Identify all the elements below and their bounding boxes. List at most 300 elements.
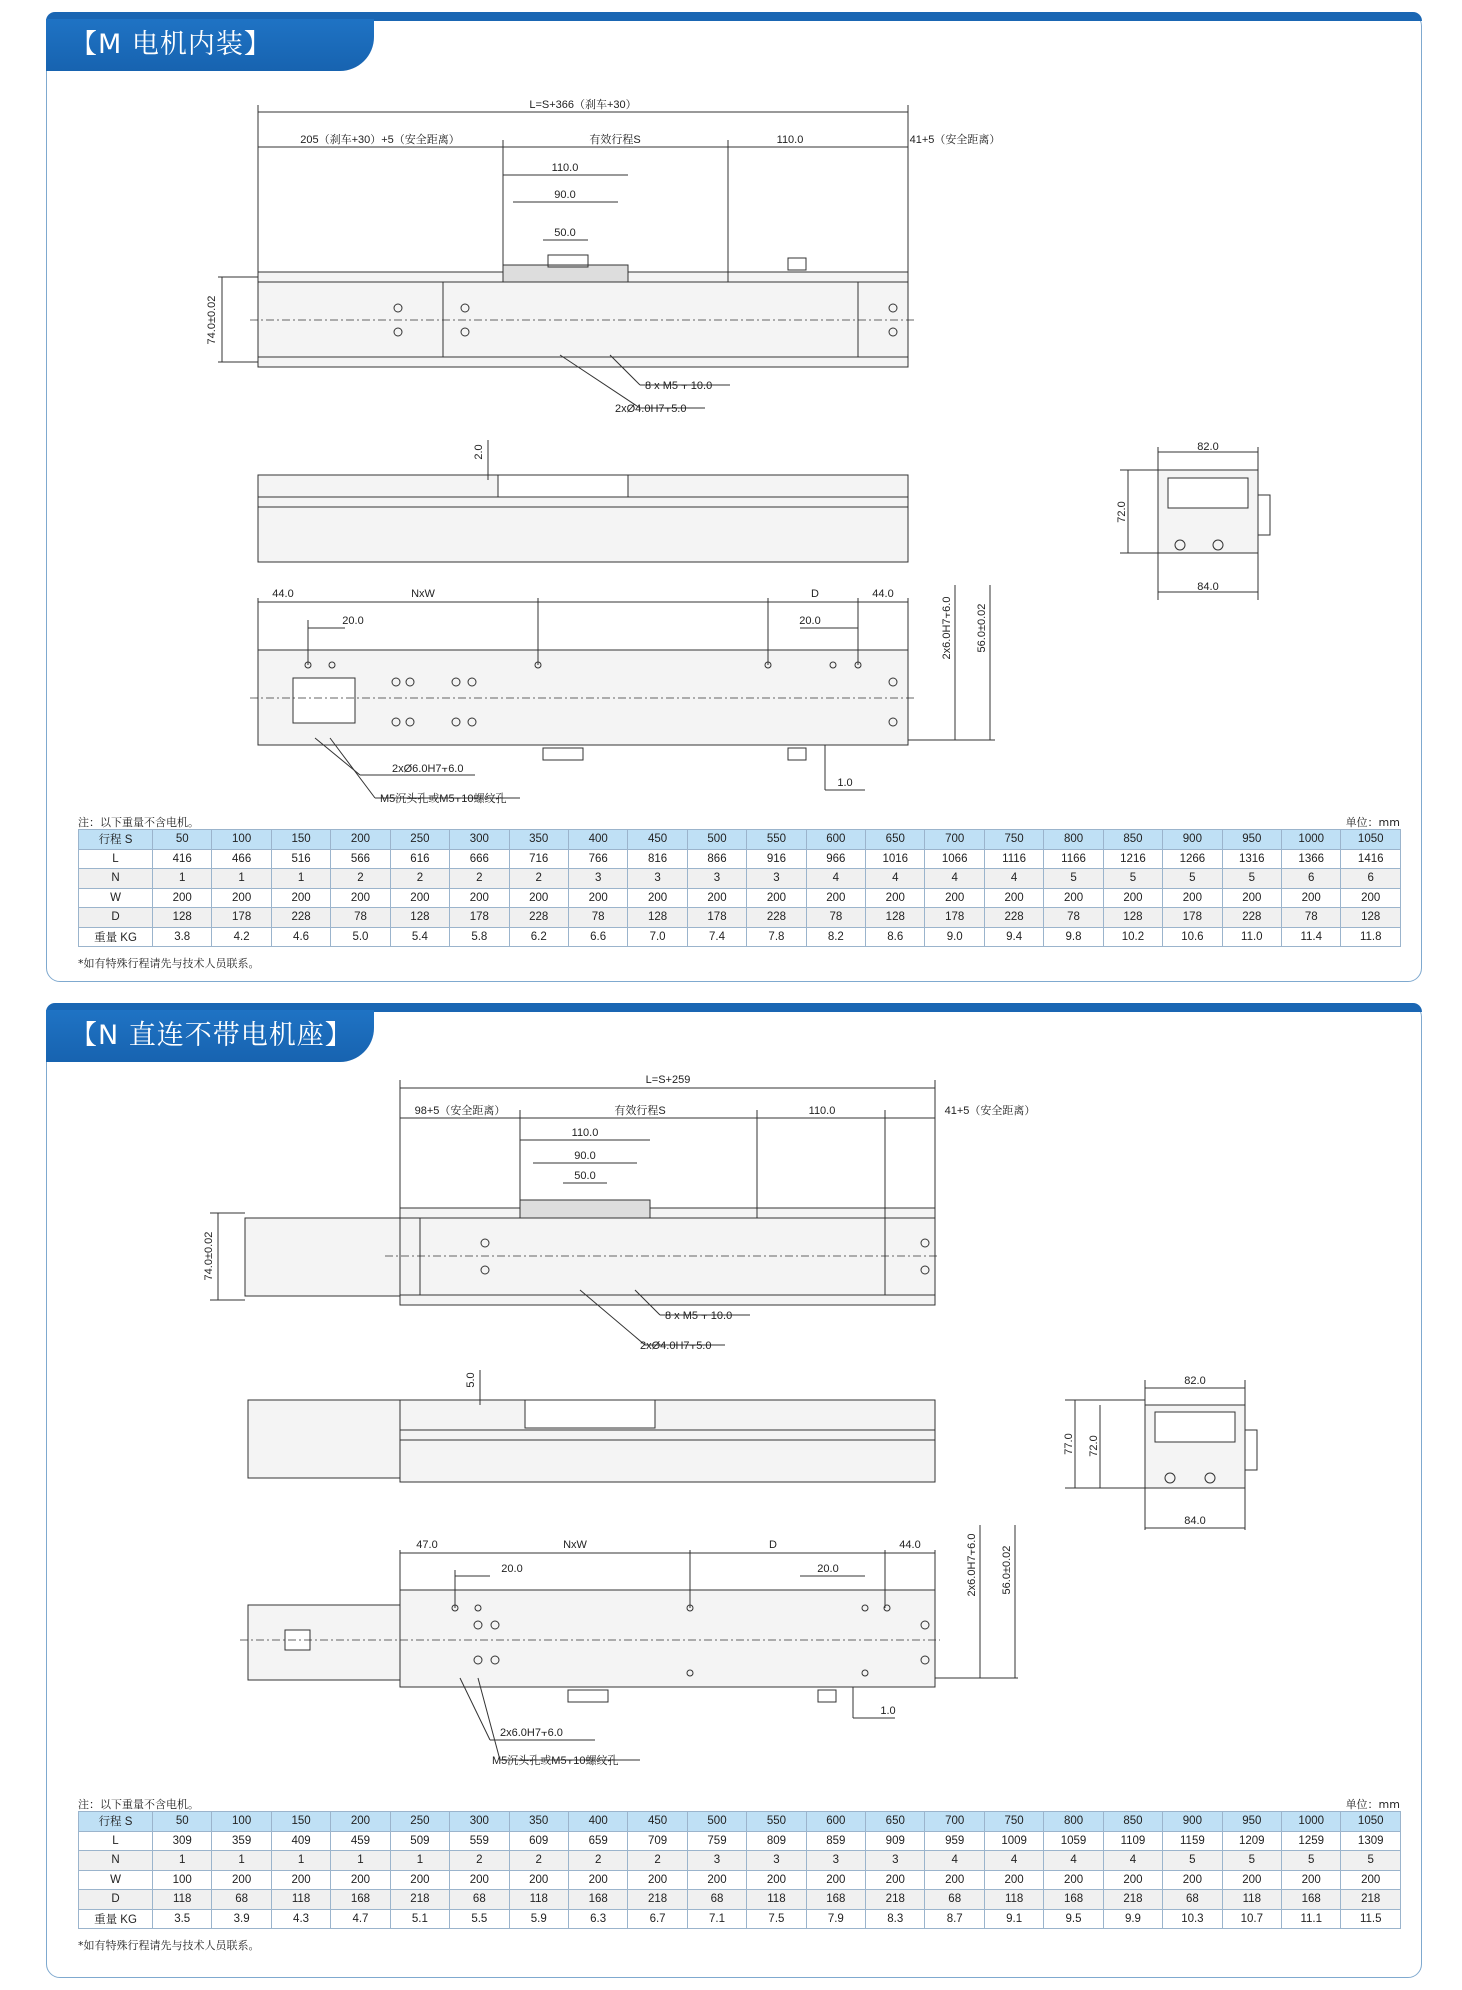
table-cell: 200: [747, 1870, 806, 1890]
table-cell: 800: [1044, 1812, 1103, 1832]
table-cell: 1116: [984, 849, 1043, 869]
table-cell: 416: [153, 849, 212, 869]
table-cell: 228: [1222, 908, 1281, 928]
table-cell: 11.5: [1341, 1909, 1401, 1929]
table-cell: 168: [568, 1890, 627, 1910]
table-cell: 516: [271, 849, 330, 869]
table-cell: 118: [509, 1890, 568, 1910]
dim-110: 110.0: [551, 162, 579, 174]
table-cell: 809: [747, 1831, 806, 1851]
table-cell: 200: [450, 1870, 509, 1890]
table-cell: 1266: [1163, 849, 1222, 869]
table-cell: 218: [1341, 1890, 1401, 1910]
table-cell: 600: [806, 830, 865, 850]
bot-1: 1.0: [880, 1705, 896, 1717]
table-cell: 550: [747, 1812, 806, 1832]
table-cell: 228: [509, 908, 568, 928]
table-cell: 178: [687, 908, 746, 928]
bot-pin: 2x6.0H7⫟6.0: [941, 596, 953, 660]
dim-right-block: 110.0: [808, 1105, 836, 1117]
table-cell: 118: [271, 1890, 330, 1910]
section-title: 【M 电机内装】: [46, 19, 374, 71]
table-cell: 1: [212, 1851, 271, 1871]
dim-right-safe: 41+5（安全距离）: [944, 1105, 1036, 1117]
table-cell: 200: [271, 888, 330, 908]
table-cell: 200: [806, 888, 865, 908]
table-cell: 2: [450, 1851, 509, 1871]
holes-pin: 2xØ4.0H7⫟5.0: [640, 1340, 712, 1352]
table-cell: 200: [153, 888, 212, 908]
table-cell: 6.6: [568, 927, 627, 947]
table-cell: 200: [1341, 1870, 1401, 1890]
table-cell: 1: [153, 869, 212, 889]
table-cell: 2: [628, 1851, 687, 1871]
table-cell: 7.8: [747, 927, 806, 947]
table-cell: 950: [1222, 830, 1281, 850]
table-cell: 50: [153, 830, 212, 850]
table-cell: 850: [1103, 830, 1162, 850]
table-cell: 78: [331, 908, 390, 928]
table-cell: 200: [509, 888, 568, 908]
dim-right-safe: 41+5（安全距离）: [909, 134, 1001, 146]
table-cell: 1050: [1341, 830, 1401, 850]
table-cell: 1: [212, 869, 271, 889]
table-cell: 100: [212, 1812, 271, 1832]
table-cell: 759: [687, 1831, 746, 1851]
table-cell: 300: [450, 830, 509, 850]
table-cell: 200: [687, 888, 746, 908]
table-cell: 10.3: [1163, 1909, 1222, 1929]
table-row-label: 重量 KG: [79, 927, 153, 947]
table-cell: 200: [390, 1870, 449, 1890]
table-cell: 450: [628, 1812, 687, 1832]
table-cell: 200: [1103, 1870, 1162, 1890]
table-footnote: *如有特殊行程请先与技术人员联系。: [78, 1939, 260, 1952]
table-cell: 9.5: [1044, 1909, 1103, 1929]
table-cell: 68: [925, 1890, 984, 1910]
table-cell: 68: [687, 1890, 746, 1910]
table-cell: 300: [450, 1812, 509, 1832]
dim-stroke: 有效行程S: [614, 1105, 666, 1117]
table-row: [79, 1909, 1401, 1929]
table-unit: 单位：mm: [1345, 1798, 1400, 1811]
table-cell: 250: [390, 1812, 449, 1832]
table-cell: 218: [390, 1890, 449, 1910]
table-cell: 4: [984, 1851, 1043, 1871]
end-base: 84.0: [1197, 581, 1219, 593]
table-header-row: [79, 1812, 1401, 1832]
table-cell: 1016: [866, 849, 925, 869]
table-cell: 178: [1163, 908, 1222, 928]
table-cell: 168: [806, 1890, 865, 1910]
table-cell: 200: [1163, 888, 1222, 908]
table-cell: 4.3: [271, 1909, 330, 1929]
end-height: 72.0: [1088, 1435, 1100, 1457]
table-cell: 450: [628, 830, 687, 850]
table-cell: 1000: [1282, 1812, 1341, 1832]
table-cell: 68: [212, 1890, 271, 1910]
table-cell: 228: [747, 908, 806, 928]
table-cell: 3: [747, 1851, 806, 1871]
table-cell: 1316: [1222, 849, 1281, 869]
table-cell: 200: [984, 888, 1043, 908]
dim-50: 50.0: [554, 227, 576, 239]
table-cell: 7.9: [806, 1909, 865, 1929]
table-cell: 509: [390, 1831, 449, 1851]
table-cell: 200: [1341, 888, 1401, 908]
table-cell: 359: [212, 1831, 271, 1851]
n-top-view-body: [400, 1208, 935, 1305]
end-height-2: 77.0: [1063, 1433, 1075, 1455]
table-cell: 5.0: [331, 927, 390, 947]
bot-44-right: 44.0: [872, 588, 894, 600]
table-cell: 3: [568, 869, 627, 889]
table-cell: 128: [153, 908, 212, 928]
table-cell: 228: [984, 908, 1043, 928]
table-cell: 200: [450, 888, 509, 908]
table-cell: 5: [1222, 869, 1281, 889]
table-row-label: N: [79, 1851, 153, 1871]
table-cell: 9.1: [984, 1909, 1043, 1929]
table-cell: 1: [390, 1851, 449, 1871]
table-cell: 1166: [1044, 849, 1103, 869]
table-cell: 2: [568, 1851, 627, 1871]
holes-m5: 8 x M5 ⫟ 10.0: [645, 380, 713, 392]
table-cell: 9.4: [984, 927, 1043, 947]
table-cell: 4: [925, 869, 984, 889]
table-row-label: N: [79, 869, 153, 889]
table-cell: 800: [1044, 830, 1103, 850]
callout-pin: 2x6.0H7⫟6.0: [500, 1727, 563, 1739]
table-cell: 200: [568, 888, 627, 908]
table-cell: 200: [628, 1870, 687, 1890]
table-cell: 128: [866, 908, 925, 928]
holes-m5: 8 x M5 ⫟ 10.0: [665, 1310, 733, 1322]
table-cell: 200: [331, 830, 390, 850]
table-cell: 168: [1282, 1890, 1341, 1910]
table-cell: 128: [628, 908, 687, 928]
table-cell: 200: [1163, 1870, 1222, 1890]
table-cell: 4: [984, 869, 1043, 889]
table-cell: 3: [806, 1851, 865, 1871]
table-cell: 11.1: [1282, 1909, 1341, 1929]
table-cell: 200: [747, 888, 806, 908]
table-cell: 2: [331, 869, 390, 889]
table-cell: 4: [866, 869, 925, 889]
table-cell: 1216: [1103, 849, 1162, 869]
bot-20-left: 20.0: [342, 615, 364, 627]
table-cell: 6.2: [509, 927, 568, 947]
bot-20-left: 20.0: [501, 1563, 523, 1575]
table-cell: 350: [509, 1812, 568, 1832]
table-cell: 128: [390, 908, 449, 928]
table-cell: 1: [271, 869, 330, 889]
table-cell: 118: [984, 1890, 1043, 1910]
table-cell: 218: [628, 1890, 687, 1910]
table-cell: 4.7: [331, 1909, 390, 1929]
table-cell: 950: [1222, 1812, 1281, 1832]
table-row-label: 行程 S: [79, 1812, 153, 1832]
dim-height: 74.0±0.02: [206, 295, 218, 345]
dim-left: 205（刹车+30）+5（安全距离）: [300, 134, 460, 146]
bot-44-left: 44.0: [272, 588, 294, 600]
bot-d: D: [811, 588, 819, 600]
table-cell: 1: [331, 1851, 390, 1871]
table-cell: 566: [331, 849, 390, 869]
table-cell: 150: [271, 1812, 330, 1832]
table-cell: 3: [687, 1851, 746, 1871]
table-cell: 7.1: [687, 1909, 746, 1929]
table-cell: 850: [1103, 1812, 1162, 1832]
table-cell: 200: [1282, 1870, 1341, 1890]
table-cell: 11.4: [1282, 927, 1341, 947]
table-cell: 78: [1282, 908, 1341, 928]
table-cell: 750: [984, 830, 1043, 850]
table-cell: 200: [331, 1812, 390, 1832]
table-cell: 4: [1103, 1851, 1162, 1871]
table-cell: 3.8: [153, 927, 212, 947]
table-cell: 8.7: [925, 1909, 984, 1929]
table-row: [79, 1890, 1401, 1910]
table-cell: 200: [1044, 888, 1103, 908]
table-cell: 200: [925, 888, 984, 908]
table-cell: 5.8: [450, 927, 509, 947]
table-cell: 959: [925, 1831, 984, 1851]
callout-m5: M5沉头孔或M5⫟10螺纹孔: [492, 1755, 619, 1767]
table-cell: 200: [925, 1870, 984, 1890]
table-cell: 500: [687, 830, 746, 850]
table-cell: 550: [747, 830, 806, 850]
table-cell: 650: [866, 830, 925, 850]
dim-90: 90.0: [554, 189, 576, 201]
table-cell: 4: [925, 1851, 984, 1871]
bot-20-right: 20.0: [817, 1563, 839, 1575]
end-base: 84.0: [1184, 1515, 1206, 1527]
table-cell: 200: [331, 1870, 390, 1890]
table-note: 注：以下重量不含电机。: [78, 816, 199, 829]
table-cell: 966: [806, 849, 865, 869]
table-cell: 5: [1163, 869, 1222, 889]
table-cell: 5: [1341, 1851, 1401, 1871]
table-cell: 11.0: [1222, 927, 1281, 947]
table-cell: 3.5: [153, 1909, 212, 1929]
table-cell: 309: [153, 1831, 212, 1851]
table-cell: 3: [747, 869, 806, 889]
table-cell: 218: [1103, 1890, 1162, 1910]
bot-20-right: 20.0: [799, 615, 821, 627]
table-cell: 1000: [1282, 830, 1341, 850]
n-side-view-body: [400, 1400, 935, 1482]
table-cell: 50: [153, 1812, 212, 1832]
table-cell: 400: [568, 1812, 627, 1832]
table-cell: 459: [331, 1831, 390, 1851]
table-footnote: *如有特殊行程请先与技术人员联系。: [78, 957, 260, 970]
dim-overall: L=S+259: [645, 1074, 691, 1086]
table-cell: 7.4: [687, 927, 746, 947]
table-cell: 200: [687, 1870, 746, 1890]
table-cell: 118: [153, 1890, 212, 1910]
table-cell: 1: [271, 1851, 330, 1871]
table-cell: 128: [1341, 908, 1401, 928]
table-cell: 200: [568, 1870, 627, 1890]
end-width: 82.0: [1197, 441, 1219, 453]
dim-height: 74.0±0.02: [203, 1231, 215, 1281]
dim-90: 90.0: [574, 1150, 596, 1162]
table-cell: 78: [1044, 908, 1103, 928]
table-cell: 250: [390, 830, 449, 850]
table-cell: 859: [806, 1831, 865, 1851]
table-cell: 100: [212, 830, 271, 850]
table-cell: 650: [866, 1812, 925, 1832]
table-cell: 8.2: [806, 927, 865, 947]
table-row-label: W: [79, 888, 153, 908]
end-width: 82.0: [1184, 1375, 1206, 1387]
table-cell: 200: [509, 1870, 568, 1890]
table-cell: 100: [153, 1870, 212, 1890]
table-cell: 5: [1163, 1851, 1222, 1871]
table-cell: 5: [1282, 1851, 1341, 1871]
table-cell: 866: [687, 849, 746, 869]
table-cell: 5.9: [509, 1909, 568, 1929]
table-cell: 4: [806, 869, 865, 889]
table-cell: 1066: [925, 849, 984, 869]
table-cell: 709: [628, 1831, 687, 1851]
table-cell: 68: [450, 1890, 509, 1910]
table-cell: 128: [1103, 908, 1162, 928]
table-cell: 700: [925, 830, 984, 850]
table-cell: 3: [866, 1851, 925, 1871]
table-cell: 5: [1103, 869, 1162, 889]
table-cell: 118: [747, 1890, 806, 1910]
table-cell: 168: [1044, 1890, 1103, 1910]
table-cell: 900: [1163, 1812, 1222, 1832]
table-cell: 4.6: [271, 927, 330, 947]
table-cell: 400: [568, 830, 627, 850]
table-row: [79, 1851, 1401, 1871]
bot-nxw: NxW: [563, 1539, 587, 1551]
table-cell: 200: [1222, 1870, 1281, 1890]
table-cell: 200: [1044, 1870, 1103, 1890]
callout-pin: 2xØ6.0H7⫟6.0: [392, 763, 464, 775]
table-cell: 6: [1282, 869, 1341, 889]
table-cell: 816: [628, 849, 687, 869]
table-cell: 178: [925, 908, 984, 928]
callout-m5: M5沉头孔或M5⫟10螺纹孔: [380, 793, 507, 805]
table-row-label: L: [79, 849, 153, 869]
table-cell: 5.1: [390, 1909, 449, 1929]
bot-47-left: 47.0: [416, 1539, 438, 1551]
table-cell: 6: [1341, 869, 1401, 889]
table-row-label: D: [79, 1890, 153, 1910]
table-cell: 200: [271, 1870, 330, 1890]
table-cell: 900: [1163, 830, 1222, 850]
table-cell: 10.7: [1222, 1909, 1281, 1929]
spec-table-n: [78, 1811, 1401, 1929]
dim-110: 110.0: [571, 1127, 599, 1139]
table-cell: 10.2: [1103, 927, 1162, 947]
table-cell: 1366: [1282, 849, 1341, 869]
dim-overall: L=S+366（刹车+30）: [529, 99, 637, 111]
table-row-label: L: [79, 1831, 153, 1851]
table-cell: 1050: [1341, 1812, 1401, 1832]
table-cell: 466: [212, 849, 271, 869]
table-cell: 1009: [984, 1831, 1043, 1851]
bot-pin: 2x6.0H7⫟6.0: [966, 1533, 978, 1597]
table-cell: 200: [1103, 888, 1162, 908]
table-cell: 200: [866, 888, 925, 908]
table-cell: 200: [331, 888, 390, 908]
table-cell: 78: [568, 908, 627, 928]
table-cell: 200: [806, 1870, 865, 1890]
table-cell: 750: [984, 1812, 1043, 1832]
table-unit: 单位：mm: [1345, 816, 1400, 829]
table-cell: 6.7: [628, 1909, 687, 1929]
table-cell: 68: [1163, 1890, 1222, 1910]
table-cell: 716: [509, 849, 568, 869]
table-cell: 168: [331, 1890, 390, 1910]
table-cell: 8.3: [866, 1909, 925, 1929]
holes-pin: 2xØ4.0H7⫟5.0: [615, 403, 687, 415]
table-cell: 500: [687, 1812, 746, 1832]
table-cell: 11.8: [1341, 927, 1401, 947]
table-cell: 7.5: [747, 1909, 806, 1929]
table-cell: 1: [153, 1851, 212, 1871]
table-cell: 3: [687, 869, 746, 889]
table-cell: 5.5: [450, 1909, 509, 1929]
table-cell: 4: [1044, 1851, 1103, 1871]
table-cell: 559: [450, 1831, 509, 1851]
table-cell: 4.2: [212, 927, 271, 947]
table-cell: 700: [925, 1812, 984, 1832]
bot-h56: 56.0±0.02: [976, 603, 988, 653]
table-cell: 200: [866, 1870, 925, 1890]
table-cell: 178: [212, 908, 271, 928]
n-bottom-view-body: [400, 1590, 935, 1687]
dim-gap: 2.0: [473, 444, 485, 460]
table-cell: 228: [271, 908, 330, 928]
bot-44-right: 44.0: [899, 1539, 921, 1551]
bot-1: 1.0: [837, 777, 853, 789]
dim-gap: 5.0: [465, 1372, 477, 1388]
table-cell: 2: [390, 869, 449, 889]
table-cell: 200: [1222, 888, 1281, 908]
table-cell: 659: [568, 1831, 627, 1851]
table-cell: 1309: [1341, 1831, 1401, 1851]
table-cell: 1416: [1341, 849, 1401, 869]
table-cell: 350: [509, 830, 568, 850]
table-cell: 2: [509, 1851, 568, 1871]
table-cell: 5: [1044, 869, 1103, 889]
table-cell: 600: [806, 1812, 865, 1832]
table-cell: 178: [450, 908, 509, 928]
bot-d: D: [769, 1539, 777, 1551]
table-cell: 616: [390, 849, 449, 869]
table-cell: 9.8: [1044, 927, 1103, 947]
table-cell: 150: [271, 830, 330, 850]
end-height: 72.0: [1116, 501, 1128, 523]
bot-nxw: NxW: [411, 588, 435, 600]
table-cell: 200: [212, 888, 271, 908]
dim-stroke: 有效行程S: [589, 134, 641, 146]
table-cell: 609: [509, 1831, 568, 1851]
table-cell: 200: [212, 1870, 271, 1890]
bot-h56: 56.0±0.02: [1001, 1545, 1013, 1595]
table-cell: 916: [747, 849, 806, 869]
table-cell: 666: [450, 849, 509, 869]
table-row: [79, 1870, 1401, 1890]
table-cell: 2: [450, 869, 509, 889]
table-cell: 1209: [1222, 1831, 1281, 1851]
